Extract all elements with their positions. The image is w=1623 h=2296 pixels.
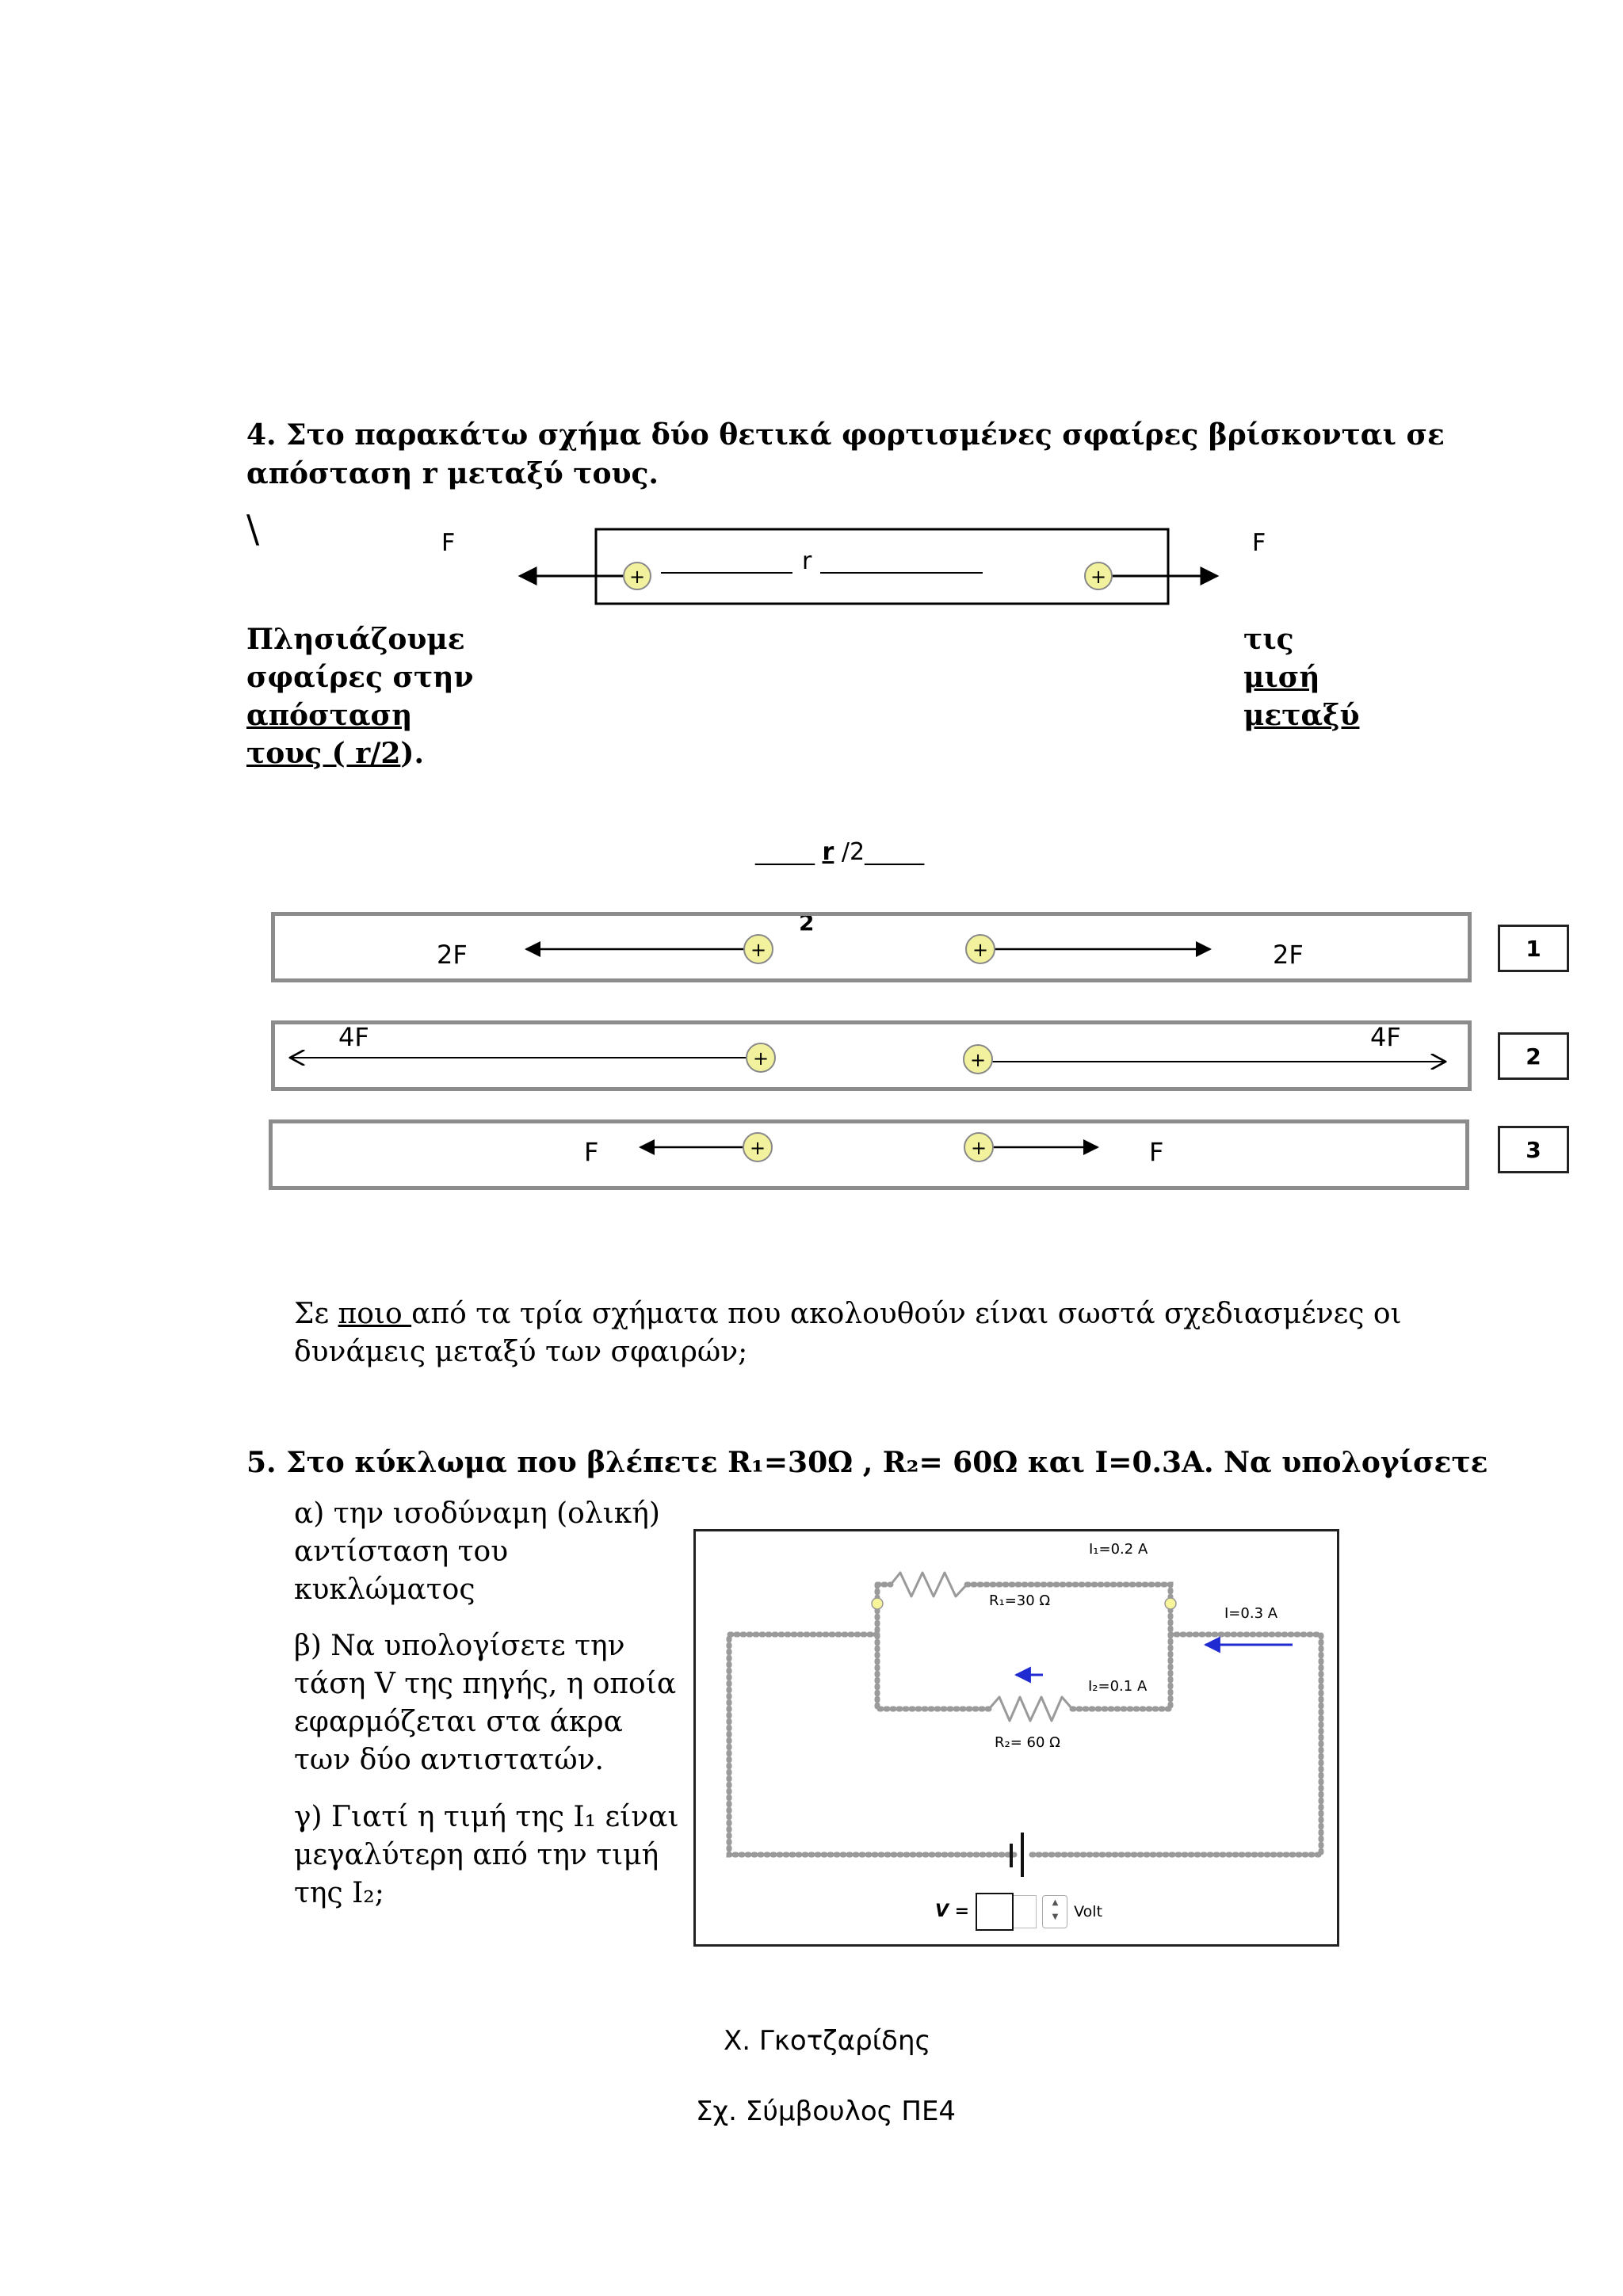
q4-question-line2: δυνάμεις μεταξύ των σφαιρών; [294, 1336, 748, 1368]
author-role: Σχ. Σύμβουλος ΠΕ4 [696, 2096, 957, 2127]
opt1-plus-right: + [972, 939, 989, 961]
q5-part-b [294, 1627, 676, 1779]
q5-a-line3: κυκλώματος [294, 1573, 475, 1606]
junction-right-icon [1165, 1598, 1176, 1609]
left-col-line3: απόσταση [246, 699, 413, 732]
label-i-total: I=0.3 A [1224, 1605, 1278, 1622]
q4-title-line2: απόσταση r μεταξύ τους. [246, 457, 659, 490]
opt3-force-right: F [1149, 1137, 1164, 1167]
q5-title: 5. Στο κύκλωμα που βλέπετε R₁=30Ω , R₂= 60Ω και I=0.3A. Να υπολογίσετε [246, 1446, 1488, 1479]
voltage-input-row [935, 1893, 1102, 1931]
voltage-unit: Volt [1074, 1903, 1103, 1920]
resistor-r2-icon [989, 1697, 1072, 1721]
q5-a-line1: α) την ισοδύναμη (ολική) [294, 1497, 660, 1530]
label-i2: I₂=0.1 A [1088, 1678, 1148, 1695]
option-number-box-1[interactable]: 1 [1498, 925, 1569, 972]
voltage-label: V = [935, 1901, 970, 1921]
opt1-plus-left: + [750, 939, 767, 961]
opt2-plus-left: + [752, 1047, 769, 1070]
q4-question [294, 1295, 1402, 1371]
label-i1: I₁=0.2 A [1089, 1541, 1148, 1558]
q5-c-line3: της I₂; [294, 1877, 384, 1909]
force-label-left: F [441, 529, 456, 557]
resistor-r1-icon [891, 1573, 967, 1596]
left-col-line4: τους ( r/2). [246, 737, 424, 770]
voltage-spinner[interactable] [1042, 1895, 1067, 1928]
stray-subscript-two: 2 [799, 910, 815, 936]
opt3-plus-right: + [970, 1137, 987, 1159]
q5-b-line1: β) Να υπολογίσετε την [294, 1630, 625, 1662]
left-col-line1: Πλησιάζουμε [246, 623, 465, 656]
opt2-force-right: 4F [1370, 1022, 1401, 1052]
q5-b-line3: εφαρμόζεται στα άκρα [294, 1706, 623, 1738]
label-r1: R₁=30 Ω [989, 1592, 1051, 1609]
q5-b-line4: των δύο αντιστατών. [294, 1744, 604, 1776]
opt2-force-left: 4F [338, 1022, 369, 1052]
label-r2: R₂= 60 Ω [995, 1734, 1060, 1751]
circuit-figure [693, 1529, 1339, 1947]
q4-question-line1: Σε ποιο από τα τρία σχήματα που ακολουθούν είναι σωστά σχεδιασμένες οι [294, 1298, 1402, 1330]
voltage-input[interactable] [976, 1893, 1014, 1931]
opt3-plus-left: + [749, 1137, 766, 1159]
q4-title-line1: 4. Στο παρακάτω σχήμα δύο θετικά φορτισμένες σφαίρες βρίσκονται σε [246, 418, 1445, 452]
q5-part-a [294, 1495, 660, 1609]
left-col-line2: σφαίρες στην [246, 661, 474, 694]
q5-b-line2: τάση V της πηγής, η οποία [294, 1668, 677, 1700]
opt1-force-right: 2F [1273, 940, 1304, 970]
distance-label-r: r [802, 547, 812, 575]
q5-a-line2: αντίσταση του [294, 1535, 509, 1568]
option-number-box-2[interactable]: 2 [1498, 1032, 1569, 1080]
plus-sign-right: + [1090, 566, 1107, 588]
circuit-wires [729, 1585, 1321, 1855]
right-col-line2: μισή [1243, 661, 1320, 694]
opt1-force-left: 2F [437, 940, 468, 970]
right-col-line1: τις [1243, 623, 1294, 656]
junction-left-icon [872, 1598, 883, 1609]
force-label-right: F [1252, 529, 1266, 557]
half-distance-label: _____ r /2_____ [755, 838, 925, 866]
opt3-force-left: F [584, 1137, 599, 1167]
stray-backslash: \ [246, 507, 260, 551]
spinner-down-icon[interactable]: ▼ [1052, 1913, 1059, 1921]
spinner-up-icon[interactable]: ▲ [1052, 1898, 1059, 1907]
q5-c-line2: μεγαλύτερη από την τιμή [294, 1839, 659, 1871]
plus-sign-left: + [628, 566, 646, 588]
right-col-line3: μεταξύ [1243, 699, 1360, 732]
option-number-box-3[interactable]: 3 [1498, 1126, 1569, 1173]
q5-c-line1: γ) Γιατί η τιμή της I₁ είναι [294, 1801, 679, 1833]
author-name: Χ. Γκοτζαρίδης [724, 2025, 931, 2057]
q5-part-c [294, 1798, 679, 1913]
opt2-plus-right: + [969, 1049, 987, 1071]
